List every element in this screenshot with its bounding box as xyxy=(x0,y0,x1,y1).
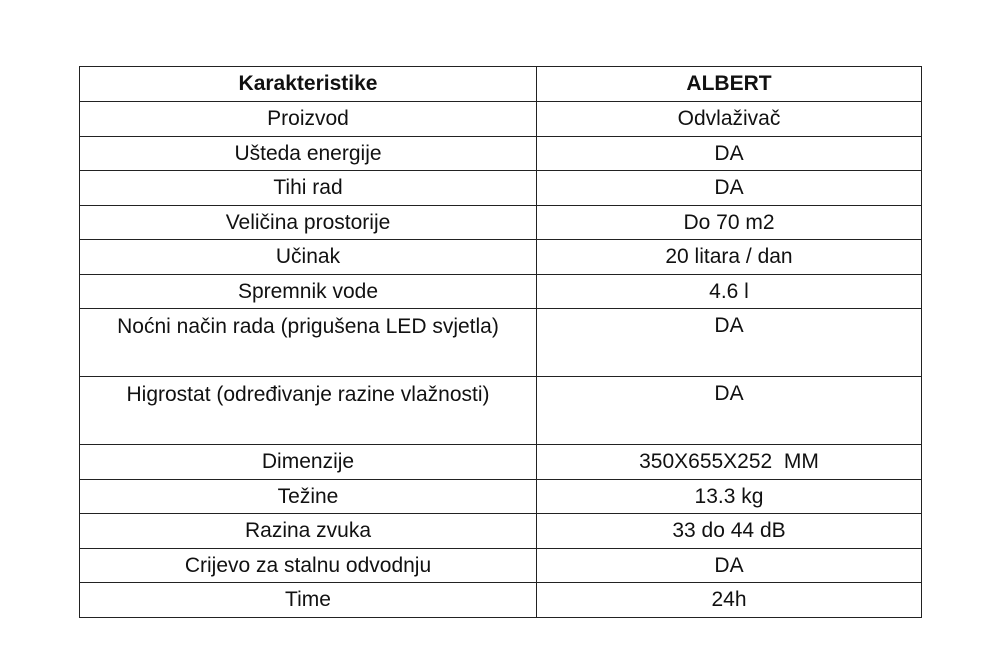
row-label: Ušteda energije xyxy=(80,136,537,171)
row-value: DA xyxy=(537,309,922,377)
table-row xyxy=(80,171,922,206)
table-row xyxy=(80,309,922,377)
row-label: Time xyxy=(80,583,537,618)
row-label: Veličina prostorije xyxy=(80,205,537,240)
table-row xyxy=(80,205,922,240)
row-label: Higrostat (određivanje razine vlažnosti) xyxy=(80,377,537,445)
row-label: Težine xyxy=(80,479,537,514)
table-header-row xyxy=(80,67,922,102)
table-row xyxy=(80,274,922,309)
row-label: Razina zvuka xyxy=(80,514,537,549)
row-label: Noćni način rada (prigušena LED svjetla) xyxy=(80,309,537,377)
table-row xyxy=(80,136,922,171)
row-label: Tihi rad xyxy=(80,171,537,206)
row-value: 24h xyxy=(537,583,922,618)
row-label: Dimenzije xyxy=(80,445,537,480)
table-row xyxy=(80,240,922,275)
table-row xyxy=(80,583,922,618)
row-value: 13.3 kg xyxy=(537,479,922,514)
row-label: Crijevo za stalnu odvodnju xyxy=(80,548,537,583)
row-label: Učinak xyxy=(80,240,537,275)
table-row xyxy=(80,377,922,445)
row-value: DA xyxy=(537,377,922,445)
header-product-name: ALBERT xyxy=(537,67,922,102)
row-value: 33 do 44 dB xyxy=(537,514,922,549)
table-row xyxy=(80,445,922,480)
table-row xyxy=(80,479,922,514)
table-row xyxy=(80,514,922,549)
row-value: DA xyxy=(537,171,922,206)
table-row xyxy=(80,102,922,137)
header-characteristics: Karakteristike xyxy=(80,67,537,102)
row-value: 350X655X252 MM xyxy=(537,445,922,480)
row-value: DA xyxy=(537,136,922,171)
row-value: DA xyxy=(537,548,922,583)
row-label: Spremnik vode xyxy=(80,274,537,309)
row-label: Proizvod xyxy=(80,102,537,137)
specifications-table xyxy=(79,66,922,618)
table-row xyxy=(80,548,922,583)
row-value: 4.6 l xyxy=(537,274,922,309)
row-value: 20 litara / dan xyxy=(537,240,922,275)
row-value: Do 70 m2 xyxy=(537,205,922,240)
row-value: Odvlaživač xyxy=(537,102,922,137)
